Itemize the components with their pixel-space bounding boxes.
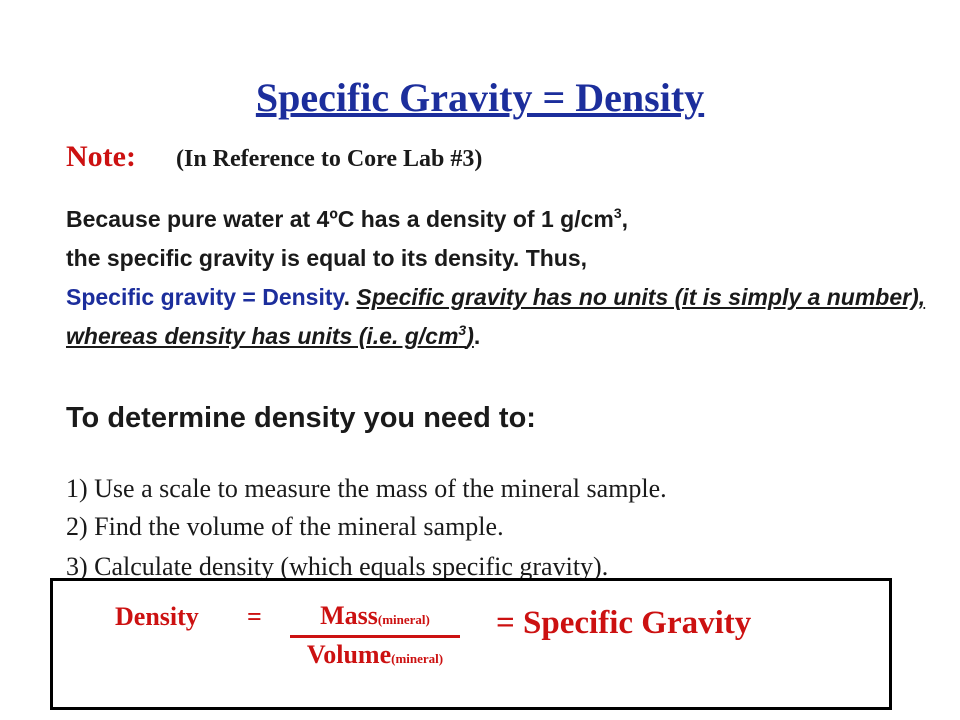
explanation-paragraph (66, 200, 926, 356)
note-label: Note: (66, 140, 136, 173)
step-2: 2) Find the volume of the mineral sample. (66, 512, 504, 541)
para-end: . (473, 323, 481, 349)
denominator-volume: Volume (306, 640, 392, 669)
para-sup: 3 (613, 205, 622, 221)
formula-numerator (290, 601, 460, 638)
numerator-mass: Mass (320, 601, 378, 630)
para-line2: the specific gravity is equal to its density. Thus, (66, 245, 588, 271)
step-1: 1) Use a scale to measure the mass of the mineral sample. (66, 474, 667, 503)
slide-title: Specific Gravity = Density (255, 75, 705, 120)
formula-equals: = (247, 602, 262, 631)
numerator-sub: (mineral) (377, 612, 430, 627)
note-reference: (In Reference to Core Lab #3) (176, 146, 483, 172)
formula-denominator (288, 640, 462, 670)
para-italic-close: ) (466, 323, 474, 349)
para-italic-text: Specific gravity has no units (it is simply a number), whereas density has units (i.e. g/cm (66, 284, 926, 349)
formula-box (50, 578, 892, 710)
steps-heading: To determine density you need to: (66, 402, 536, 434)
step-3: 3) Calculate density (which equals specific gravity). (66, 552, 609, 581)
denominator-sub: (mineral) (391, 651, 444, 666)
para-highlight: Specific gravity = Density (66, 284, 344, 310)
para-line1: Because pure water at 4ºC has a density of 1 g/cm (66, 206, 614, 232)
para-italic-sup: 3 (458, 322, 467, 338)
para-line1-end: , (621, 206, 629, 232)
formula-result: = Specific Gravity (496, 605, 752, 641)
formula-density: Density (115, 602, 199, 631)
para-period: . (343, 284, 357, 310)
